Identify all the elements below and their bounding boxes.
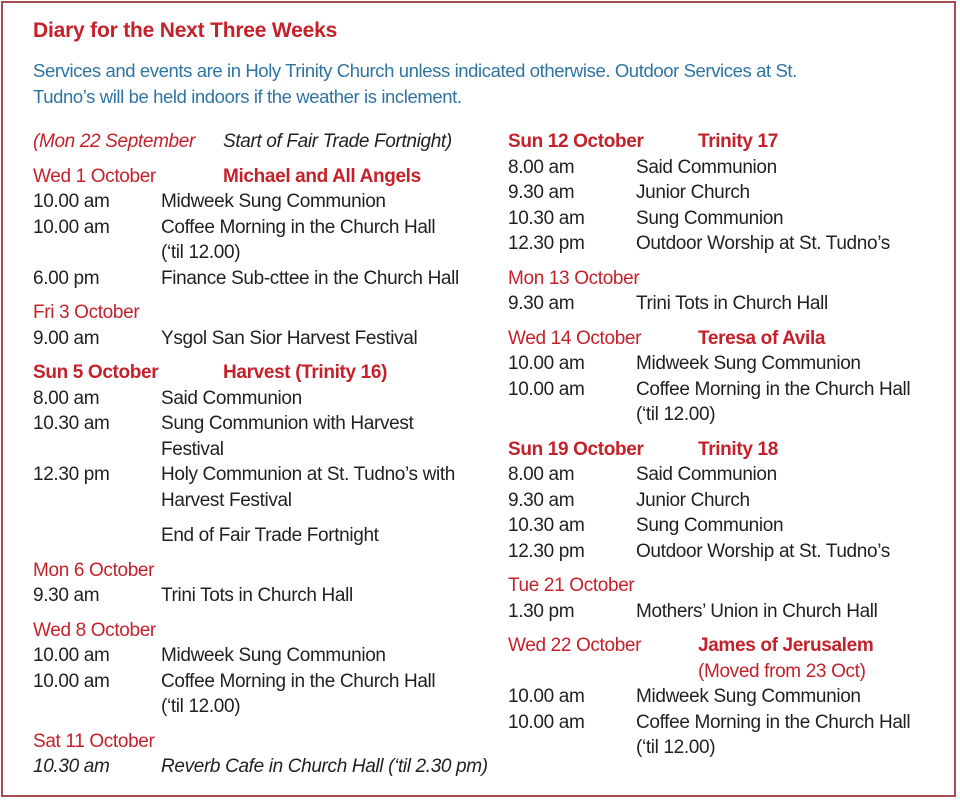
date-row	[33, 618, 508, 644]
page-title: Diary for the Next Three Weeks	[33, 19, 338, 42]
event-description-line: End of Fair Trade Fortnight	[161, 525, 379, 546]
event-description-line: Junior Church	[636, 182, 750, 203]
event-time: 12.30 pm	[33, 464, 110, 485]
event-row	[33, 189, 508, 215]
event-description-line: Coffee Morning in the Church Hall	[636, 378, 911, 400]
event-description	[636, 206, 783, 232]
event-row	[33, 754, 508, 780]
event-description	[161, 643, 386, 669]
event-description-line: Harvest Festival	[161, 489, 292, 511]
event-description-line: (‘til 12.00)	[161, 696, 241, 717]
event-description-line: Outdoor Worship at St. Tudno’s	[636, 540, 890, 562]
section-date: Sun 5 October	[33, 362, 159, 383]
event-row	[33, 326, 508, 352]
event-description-line: Coffee Morning in the Church Hall	[161, 670, 436, 692]
event-description	[636, 539, 890, 565]
event-time: 8.00 am	[33, 387, 100, 409]
event-row	[508, 684, 942, 710]
diary-section	[508, 573, 942, 624]
event-row	[33, 523, 508, 549]
event-description	[161, 523, 379, 549]
festival-name: Michael and All Angels	[223, 165, 421, 187]
date-row	[33, 729, 508, 755]
festival-name: Trinity 17	[698, 131, 778, 152]
event-description-line: Trini Tots in Church Hall	[636, 293, 828, 314]
event-description	[161, 386, 302, 412]
diary-section	[33, 300, 508, 351]
event-description-line: Junior Church	[636, 489, 750, 511]
event-description-line: Said Communion	[636, 156, 777, 178]
event-row	[508, 206, 942, 232]
event-time: 12.30 pm	[508, 233, 585, 254]
event-description	[636, 180, 750, 206]
festival-note: (Moved from 23 Oct)	[698, 660, 866, 682]
event-time: 8.00 am	[508, 464, 575, 485]
event-description-line: Midweek Sung Communion	[161, 645, 386, 666]
event-description	[161, 411, 413, 462]
event-time: 10.00 am	[33, 670, 110, 692]
event-row	[508, 599, 942, 625]
event-description-line: Reverb Cafe in Church Hall (‘til 2.30 pm)	[161, 756, 488, 777]
event-description	[636, 155, 777, 181]
section-date: Mon 13 October	[508, 267, 640, 289]
section-date: Wed 22 October	[508, 635, 642, 656]
festival-name: Teresa of Avila	[698, 327, 826, 349]
event-description-line: Trini Tots in Church Hall	[161, 585, 353, 606]
event-time: 8.00 am	[508, 156, 575, 178]
event-row	[508, 462, 942, 488]
diary-section	[508, 633, 942, 761]
event-description	[636, 513, 783, 539]
event-description	[636, 710, 910, 761]
festival-note-row	[508, 659, 942, 685]
date-row	[33, 360, 508, 386]
event-description	[161, 189, 386, 215]
event-description-line: Holy Communion at St. Tudno’s with	[161, 464, 456, 485]
section-date: Sun 19 October	[508, 438, 644, 460]
event-time: 10.00 am	[33, 216, 110, 238]
event-description-line: Sung Communion with Harvest	[161, 413, 414, 434]
event-time: 10.30 am	[508, 207, 585, 229]
event-row	[508, 488, 942, 514]
event-row	[33, 669, 508, 720]
event-description-line: Ysgol San Sior Harvest Festival	[161, 327, 418, 349]
event-time: 10.00 am	[33, 191, 110, 212]
event-row	[33, 411, 508, 462]
section-date: Sun 12 October	[508, 131, 644, 152]
intro-line: Tudno’s will be held indoors if the weather is inclement.	[33, 86, 462, 107]
date-row	[33, 164, 508, 190]
diary-column-right	[508, 129, 942, 780]
section-date: Wed 14 October	[508, 327, 642, 349]
event-row	[33, 215, 508, 266]
event-description-line: Midweek Sung Communion	[636, 353, 861, 374]
section-date: Sat 11 October	[33, 730, 155, 752]
event-description-line: Sung Communion	[636, 515, 784, 536]
diary-section	[508, 437, 942, 565]
event-description-line: Festival	[161, 438, 224, 460]
diary-section	[33, 558, 508, 609]
event-row	[33, 462, 508, 513]
diary-section	[508, 129, 942, 257]
diary-page	[33, 19, 942, 780]
section-date: Tue 21 October	[508, 575, 635, 596]
event-time	[33, 523, 161, 549]
section-date: Fri 3 October	[33, 302, 140, 323]
festival-name: James of Jerusalem	[698, 635, 874, 656]
event-row	[33, 583, 508, 609]
event-description	[161, 326, 417, 352]
event-description	[636, 351, 861, 377]
event-row	[508, 291, 942, 317]
event-description	[161, 669, 435, 720]
event-row	[33, 386, 508, 412]
date-row	[508, 326, 942, 352]
section-date: Mon 6 October	[33, 559, 155, 581]
event-time: 9.30 am	[508, 182, 575, 203]
event-description	[636, 231, 890, 257]
event-time: 9.00 am	[33, 327, 100, 349]
event-description	[161, 583, 353, 609]
event-description-line: (‘til 12.00)	[636, 737, 716, 758]
event-description	[161, 462, 455, 513]
diary-column-left	[33, 129, 508, 780]
event-description	[161, 754, 488, 780]
event-row	[508, 377, 942, 428]
section-date: (Mon 22 September	[33, 131, 195, 152]
event-time: 9.30 am	[508, 489, 575, 511]
event-description-line: Said Communion	[636, 464, 777, 485]
event-time: 9.30 am	[33, 585, 100, 606]
event-row	[508, 513, 942, 539]
event-row	[33, 266, 508, 292]
date-row	[508, 573, 942, 599]
section-date: Wed 8 October	[33, 619, 156, 641]
event-description	[636, 488, 750, 514]
date-note: Start of Fair Trade Fortnight)	[223, 131, 452, 152]
date-row	[508, 437, 942, 463]
event-time: 10.00 am	[508, 686, 585, 707]
event-description-line: (‘til 12.00)	[636, 404, 716, 425]
event-time: 10.30 am	[33, 413, 110, 434]
event-time: 10.00 am	[508, 353, 585, 374]
event-time: 10.00 am	[508, 711, 585, 733]
event-row	[508, 180, 942, 206]
intro-text	[33, 58, 942, 110]
intro-line: Services and events are in Holy Trinity Church unless indicated otherwise. Outdoor Services at St.	[33, 60, 797, 81]
event-time: 1.30 pm	[508, 600, 575, 622]
date-row	[508, 129, 942, 155]
event-description-line: Midweek Sung Communion	[161, 191, 386, 212]
section-date: Wed 1 October	[33, 165, 156, 187]
event-description-line: Outdoor Worship at St. Tudno’s	[636, 233, 890, 254]
event-time: 9.30 am	[508, 293, 575, 314]
event-time: 10.00 am	[508, 378, 585, 400]
event-time: 10.30 am	[508, 515, 585, 536]
diary-section	[508, 326, 942, 428]
event-description-line: Finance Sub-cttee in the Church Hall	[161, 267, 459, 289]
event-row	[33, 643, 508, 669]
event-description-line: Coffee Morning in the Church Hall	[161, 216, 436, 238]
diary-section	[33, 729, 508, 780]
event-time: 10.00 am	[33, 645, 110, 666]
diary-section	[33, 164, 508, 292]
diary-section	[33, 129, 508, 155]
festival-name: Harvest (Trinity 16)	[223, 362, 388, 383]
spacer	[508, 659, 698, 685]
event-row	[508, 231, 942, 257]
event-description-line: Midweek Sung Communion	[636, 686, 861, 707]
diary-section	[33, 618, 508, 720]
event-description	[161, 266, 459, 292]
event-description-line: Sung Communion	[636, 207, 784, 229]
event-time: 10.30 am	[33, 756, 110, 777]
event-description	[636, 377, 910, 428]
event-description	[636, 291, 828, 317]
event-description	[161, 215, 435, 266]
event-row	[508, 351, 942, 377]
date-row	[33, 558, 508, 584]
event-description-line: Coffee Morning in the Church Hall	[636, 711, 911, 733]
event-description-line: (‘til 12.00)	[161, 242, 241, 263]
date-row	[508, 633, 942, 659]
festival-name: Trinity 18	[698, 438, 778, 460]
event-time: 6.00 pm	[33, 267, 100, 289]
diary-section	[33, 360, 508, 549]
diary-section	[508, 266, 942, 317]
event-row	[508, 155, 942, 181]
event-description	[636, 684, 861, 710]
event-description	[636, 462, 777, 488]
date-row	[33, 300, 508, 326]
event-description-line: Said Communion	[161, 387, 302, 409]
event-row	[508, 710, 942, 761]
date-row	[508, 266, 942, 292]
event-description-line: Mothers’ Union in Church Hall	[636, 600, 878, 622]
diary-columns	[33, 129, 942, 780]
event-row	[508, 539, 942, 565]
date-row	[33, 129, 508, 155]
event-time: 12.30 pm	[508, 540, 585, 562]
event-description	[636, 599, 878, 625]
